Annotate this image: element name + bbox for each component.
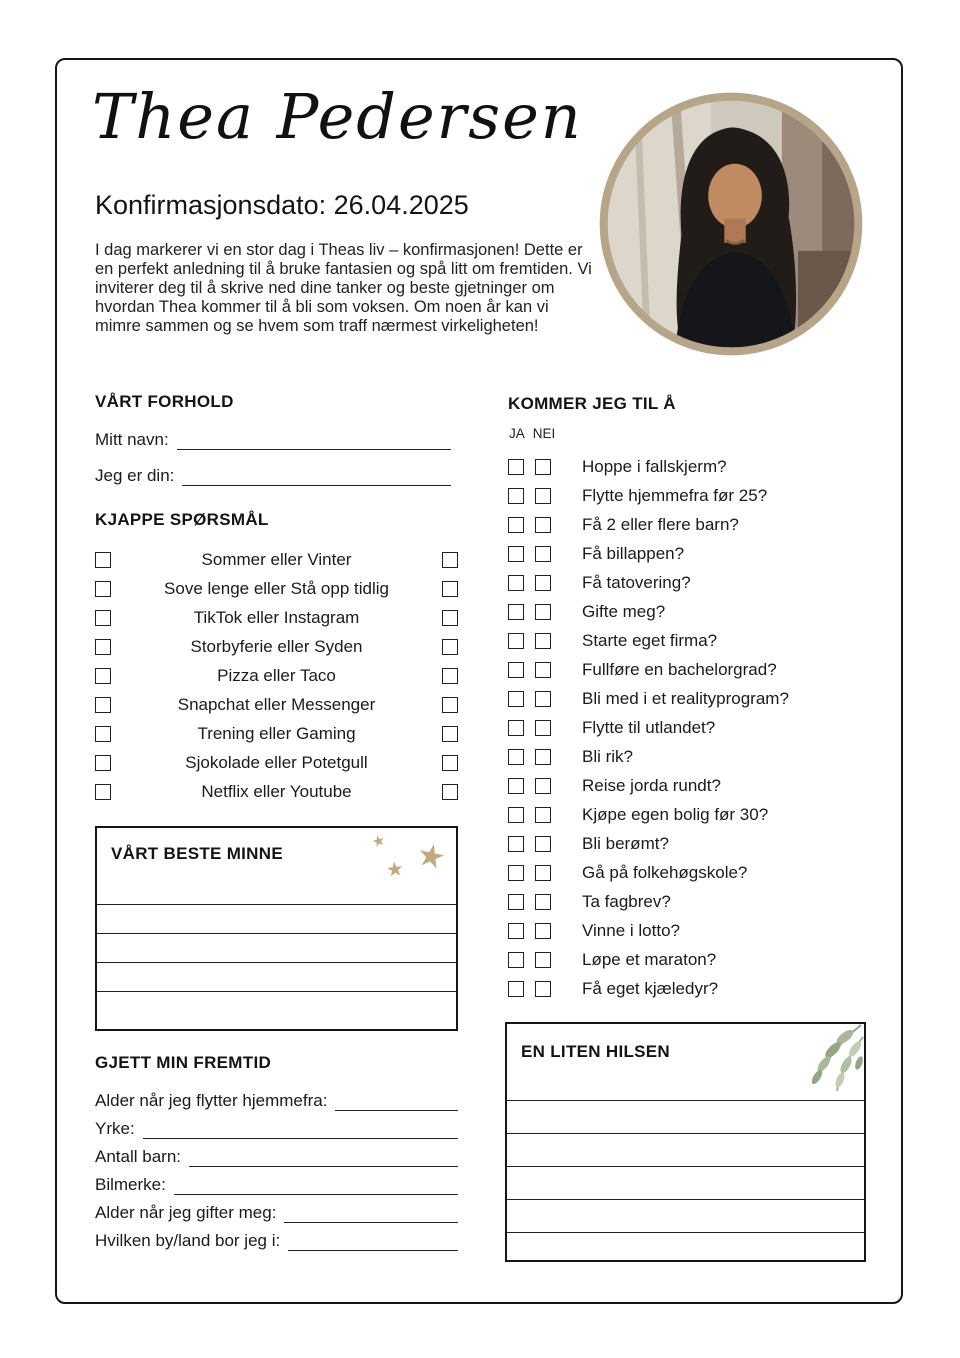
quick-question-label: Sommer eller Vinter xyxy=(201,549,352,569)
ja-checkbox[interactable] xyxy=(508,749,524,765)
field-row xyxy=(95,1167,458,1195)
ja-checkbox[interactable] xyxy=(508,691,524,707)
section-title-will-i: KOMMER JEG TIL Å xyxy=(508,394,676,413)
left-option-checkbox[interactable] xyxy=(95,639,111,655)
write-line[interactable] xyxy=(507,1133,864,1166)
quick-question-row xyxy=(95,661,458,690)
field-row xyxy=(95,1139,458,1167)
will-i-row xyxy=(508,916,868,945)
field-row xyxy=(95,1083,458,1111)
will-i-row xyxy=(508,510,868,539)
will-i-row xyxy=(508,742,868,771)
quick-question-label: Sove lenge eller Stå opp tidlig xyxy=(164,578,389,598)
memory-write-area xyxy=(97,904,456,1020)
section-title-quick-questions: KJAPPE SPØRSMÅL xyxy=(95,510,269,529)
nei-checkbox[interactable] xyxy=(535,459,551,475)
jeg-er-din-field[interactable] xyxy=(182,465,451,486)
ja-checkbox[interactable] xyxy=(508,894,524,910)
future-fields xyxy=(95,1083,458,1251)
no-column-label: NEI xyxy=(532,426,556,441)
future-field-input[interactable] xyxy=(189,1146,458,1167)
nei-checkbox[interactable] xyxy=(535,604,551,620)
right-option-checkbox[interactable] xyxy=(442,697,458,713)
write-line[interactable] xyxy=(507,1232,864,1265)
quick-question-label: Snapchat eller Messenger xyxy=(177,694,376,714)
right-option-checkbox[interactable] xyxy=(442,726,458,742)
will-i-list xyxy=(508,452,868,1003)
quick-question-label: Pizza eller Taco xyxy=(217,665,336,685)
nei-checkbox[interactable] xyxy=(535,778,551,794)
write-line[interactable] xyxy=(97,962,456,991)
nei-checkbox[interactable] xyxy=(535,546,551,562)
will-i-label: Reise jorda rundt? xyxy=(582,775,721,795)
will-i-label: Bli berømt? xyxy=(582,833,669,853)
write-line[interactable] xyxy=(507,1199,864,1232)
will-i-label: Få 2 eller flere barn? xyxy=(582,514,739,534)
portrait-photo xyxy=(597,90,865,358)
ja-checkbox[interactable] xyxy=(508,517,524,533)
ja-checkbox[interactable] xyxy=(508,807,524,823)
right-option-checkbox[interactable] xyxy=(442,784,458,800)
will-i-label: Fullføre en bachelorgrad? xyxy=(582,659,777,679)
right-option-checkbox[interactable] xyxy=(442,755,458,771)
left-option-checkbox[interactable] xyxy=(95,697,111,713)
quick-question-label: Trening eller Gaming xyxy=(197,723,356,743)
ja-checkbox[interactable] xyxy=(508,981,524,997)
future-field-input[interactable] xyxy=(284,1202,458,1223)
portrait-photo-image xyxy=(597,90,865,358)
ja-checkbox[interactable] xyxy=(508,720,524,736)
ja-checkbox[interactable] xyxy=(508,546,524,562)
field-row xyxy=(95,1195,458,1223)
future-field-input[interactable] xyxy=(335,1090,458,1111)
greeting-write-area xyxy=(507,1100,864,1265)
will-i-label: Løpe et maraton? xyxy=(582,949,717,969)
nei-checkbox[interactable] xyxy=(535,981,551,997)
intro-paragraph: I dag markerer vi en stor dag i Theas liv – konfirmasjonen! Dette er en perfekt anledning til å bruke fantasien og spå litt om fremtiden. Vi inviterer deg til å skrive ned dine tanker og beste gjetninger om hvordan Thea kommer til å bli som voksen. Om noen år kan vi mimre sammen og se hvem som traff nærmest virkeligheten! xyxy=(95,241,592,335)
future-field-input[interactable] xyxy=(288,1230,458,1251)
nei-checkbox[interactable] xyxy=(535,575,551,591)
will-i-label: Flytte hjemmefra før 25? xyxy=(582,485,768,505)
nei-checkbox[interactable] xyxy=(535,952,551,968)
field-row xyxy=(95,424,451,450)
will-i-row xyxy=(508,829,868,858)
will-i-label: Kjøpe egen bolig før 30? xyxy=(582,804,769,824)
relationship-fields xyxy=(95,424,451,486)
left-option-checkbox[interactable] xyxy=(95,610,111,626)
star-icon: ★ xyxy=(413,835,450,877)
section-title-best-memory: VÅRT BESTE MINNE xyxy=(111,844,283,863)
write-line[interactable] xyxy=(507,1166,864,1199)
will-i-label: Starte eget firma? xyxy=(582,630,718,650)
will-i-row xyxy=(508,597,868,626)
will-i-label: Gå på folkehøgskole? xyxy=(582,862,748,882)
will-i-row xyxy=(508,858,868,887)
will-i-label: Få eget kjæledyr? xyxy=(582,978,719,998)
will-i-label: Få billappen? xyxy=(582,543,685,563)
nei-checkbox[interactable] xyxy=(535,894,551,910)
future-field-label: Yrke: xyxy=(95,1119,135,1138)
future-field-label: Antall barn: xyxy=(95,1147,181,1166)
will-i-label: Bli rik? xyxy=(582,746,634,766)
right-option-checkbox[interactable] xyxy=(442,639,458,655)
future-field-input[interactable] xyxy=(174,1174,458,1195)
star-icon: ★ xyxy=(370,831,388,852)
will-i-row xyxy=(508,655,868,684)
nei-checkbox[interactable] xyxy=(535,865,551,881)
quick-question-row xyxy=(95,632,458,661)
will-i-label: Vinne i lotto? xyxy=(582,920,680,940)
will-i-row xyxy=(508,539,868,568)
will-i-row xyxy=(508,800,868,829)
nei-checkbox[interactable] xyxy=(535,633,551,649)
will-i-row xyxy=(508,626,868,655)
mitt-navn-label: Mitt navn: xyxy=(95,430,169,449)
write-line[interactable] xyxy=(97,904,456,933)
left-option-checkbox[interactable] xyxy=(95,581,111,597)
greeting-box xyxy=(505,1022,866,1262)
best-memory-box xyxy=(95,826,458,1031)
yes-column-label: JA xyxy=(509,426,525,441)
quick-question-label: Sjokolade eller Potetgull xyxy=(185,752,368,772)
section-title-greeting: EN LITEN HILSEN xyxy=(521,1042,671,1061)
will-i-label: Flytte til utlandet? xyxy=(582,717,716,737)
right-option-checkbox[interactable] xyxy=(442,552,458,568)
write-line[interactable] xyxy=(507,1100,864,1133)
write-line[interactable] xyxy=(97,933,456,962)
will-i-row xyxy=(508,452,868,481)
write-line[interactable] xyxy=(97,991,456,1020)
nei-checkbox[interactable] xyxy=(535,807,551,823)
stars-decoration xyxy=(370,831,450,890)
nei-checkbox[interactable] xyxy=(535,691,551,707)
will-i-row xyxy=(508,974,868,1003)
section-title-relationship: VÅRT FORHOLD xyxy=(95,392,234,411)
star-icon: ★ xyxy=(384,858,406,882)
quick-question-row xyxy=(95,603,458,632)
will-i-label: Hoppe i fallskjerm? xyxy=(582,456,727,476)
ja-checkbox[interactable] xyxy=(508,836,524,852)
will-i-row xyxy=(508,684,868,713)
right-option-checkbox[interactable] xyxy=(442,668,458,684)
will-i-label: Ta fagbrev? xyxy=(582,891,671,911)
ja-checkbox[interactable] xyxy=(508,488,524,504)
will-i-row xyxy=(508,713,868,742)
mitt-navn-field[interactable] xyxy=(177,429,451,450)
future-field-label: Bilmerke: xyxy=(95,1175,166,1194)
quick-question-label: Netflix eller Youtube xyxy=(201,781,352,801)
field-row xyxy=(95,1223,458,1251)
person-name-script: Thea Pedersen xyxy=(92,80,583,153)
quick-question-row xyxy=(95,777,458,806)
quick-question-row xyxy=(95,574,458,603)
ja-checkbox[interactable] xyxy=(508,923,524,939)
ja-checkbox[interactable] xyxy=(508,633,524,649)
quick-question-label: TikTok eller Instagram xyxy=(193,607,360,627)
ja-checkbox[interactable] xyxy=(508,662,524,678)
ja-checkbox[interactable] xyxy=(508,459,524,475)
ja-checkbox[interactable] xyxy=(508,778,524,794)
ja-checkbox[interactable] xyxy=(508,865,524,881)
will-i-row xyxy=(508,568,868,597)
ja-checkbox[interactable] xyxy=(508,952,524,968)
will-i-label: Gifte meg? xyxy=(582,601,666,621)
future-field-label: Hvilken by/land bor jeg i: xyxy=(95,1231,281,1250)
ja-checkbox[interactable] xyxy=(508,575,524,591)
quick-question-row xyxy=(95,748,458,777)
field-row xyxy=(95,460,451,486)
nei-checkbox[interactable] xyxy=(535,836,551,852)
confirmation-date: Konfirmasjonsdato: 26.04.2025 xyxy=(95,190,469,220)
nei-checkbox[interactable] xyxy=(535,749,551,765)
nei-checkbox[interactable] xyxy=(535,923,551,939)
nei-checkbox[interactable] xyxy=(535,488,551,504)
left-option-checkbox[interactable] xyxy=(95,668,111,684)
quick-question-row xyxy=(95,690,458,719)
will-i-label: Få tatovering? xyxy=(582,572,691,592)
left-option-checkbox[interactable] xyxy=(95,552,111,568)
will-i-row xyxy=(508,771,868,800)
left-option-checkbox[interactable] xyxy=(95,726,111,742)
section-title-guess-future: GJETT MIN FREMTID xyxy=(95,1053,272,1072)
left-option-checkbox[interactable] xyxy=(95,755,111,771)
jeg-er-din-label: Jeg er din: xyxy=(95,466,175,485)
future-field-label: Alder når jeg flytter hjemmefra: xyxy=(95,1091,328,1110)
will-i-row xyxy=(508,481,868,510)
quick-question-row xyxy=(95,719,458,748)
yes-no-header xyxy=(509,426,555,441)
quick-question-label: Storbyferie eller Syden xyxy=(190,636,363,656)
quick-questions-list xyxy=(95,545,458,806)
greenery-icon xyxy=(737,1023,865,1109)
right-option-checkbox[interactable] xyxy=(442,581,458,597)
quick-question-row xyxy=(95,545,458,574)
field-row xyxy=(95,1111,458,1139)
future-field-label: Alder når jeg gifter meg: xyxy=(95,1203,277,1222)
left-option-checkbox[interactable] xyxy=(95,784,111,800)
will-i-label: Bli med i et realityprogram? xyxy=(582,688,789,708)
future-field-input[interactable] xyxy=(143,1118,458,1139)
will-i-row xyxy=(508,887,868,916)
nei-checkbox[interactable] xyxy=(535,720,551,736)
nei-checkbox[interactable] xyxy=(535,517,551,533)
will-i-row xyxy=(508,945,868,974)
right-option-checkbox[interactable] xyxy=(442,610,458,626)
nei-checkbox[interactable] xyxy=(535,662,551,678)
ja-checkbox[interactable] xyxy=(508,604,524,620)
